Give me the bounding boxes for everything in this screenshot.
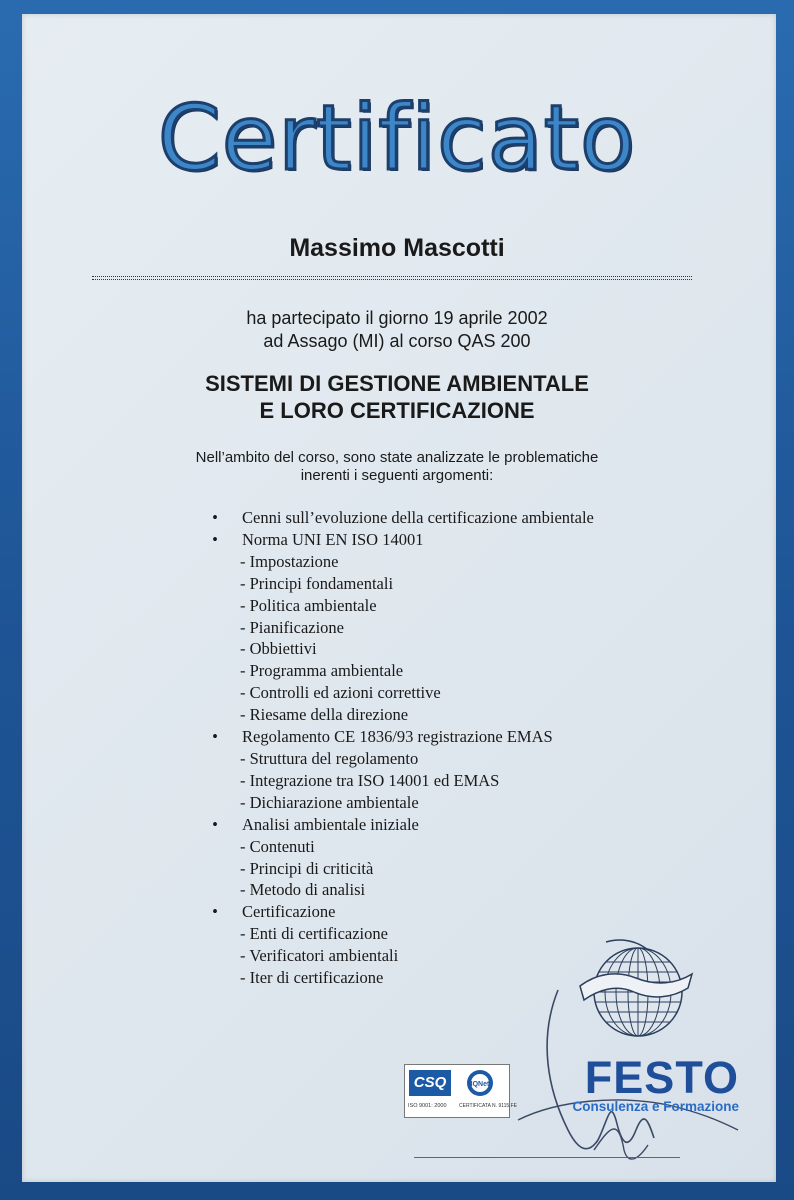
subtopic-item: - Dichiarazione ambientale: [240, 792, 419, 812]
topic-label: Regolamento CE 1836/93 registrazione EMAS: [242, 727, 553, 747]
bullet-icon: •: [212, 902, 218, 922]
festo-tagline: Consulenza e Formazione: [572, 1099, 739, 1114]
subtopic-item: - Metodo di analisi: [240, 880, 366, 900]
course-title-line-2: E LORO CERTIFICAZIONE: [259, 398, 535, 423]
topic-item: [210, 814, 594, 836]
iqnet-certificate-note: CERTIFICATA N. 9115.FE: [459, 1103, 517, 1109]
participation-date-line: ha partecipato il giorno 19 aprile 2002: [246, 308, 548, 328]
subtopic-item: - Verificatori ambientali: [240, 946, 399, 966]
participation-place-line: ad Assago (MI) al corso QAS 200: [263, 331, 531, 351]
bullet-icon: •: [212, 508, 218, 527]
subtopic-item: - Integrazione tra ISO 14001 ed EMAS: [240, 770, 500, 790]
bullet-icon: •: [212, 814, 218, 834]
topics-lead-line-2: inerenti i seguenti argomenti:: [300, 467, 494, 484]
csq-logo: CSQ: [409, 1070, 451, 1096]
participation-statement: [0, 307, 794, 353]
subtopic-item: - Impostazione: [240, 551, 339, 571]
subtopic-item: - Principi fondamentali: [240, 573, 394, 593]
topic-item: [210, 726, 594, 748]
course-title: [0, 370, 794, 424]
subtopic-item: - Contenuti: [240, 836, 315, 856]
name-underline: [92, 276, 692, 280]
csq-standard-note: ISO 9001: 2000: [408, 1103, 447, 1109]
iqnet-logo-text: IQNet: [470, 1081, 490, 1088]
subtopic-item: - Iter di certificazione: [240, 968, 384, 988]
bullet-icon: •: [212, 529, 218, 549]
course-title-line-1: SISTEMI DI GESTIONE AMBIENTALE: [205, 371, 589, 396]
subtopic-item: - Obbiettivi: [240, 639, 317, 659]
topics-lead-line-1: Nell’ambito del corso, sono state analizzate le problematiche: [195, 449, 599, 466]
topic-item: [210, 901, 594, 923]
iqnet-logo-icon: [457, 1068, 503, 1098]
topic-label: Certificazione: [242, 902, 336, 922]
footer-line: [414, 1157, 680, 1158]
subtopic-item: - Struttura del regolamento: [240, 748, 419, 768]
recipient-name: Massimo Mascotti: [289, 234, 505, 262]
subtopic-item: - Principi di criticità: [240, 858, 374, 878]
festo-logo: FESTO: [584, 1052, 739, 1103]
subtopic-item: - Enti di certificazione: [240, 924, 388, 944]
subtopic-item: - Pianificazione: [240, 617, 344, 637]
topic-item: [210, 529, 594, 551]
subtopic-item: - Riesame della direzione: [240, 705, 409, 725]
subtopic-item: - Politica ambientale: [240, 595, 377, 615]
topic-label: Norma UNI EN ISO 14001: [242, 529, 424, 549]
topics-list: [210, 507, 594, 989]
subtopic-item: - Programma ambientale: [240, 661, 404, 681]
certificate-title: Certificato: [157, 86, 637, 191]
topic-label: Cenni sull’evoluzione della certificazione ambientale: [242, 508, 594, 527]
topic-label: Analisi ambientale iniziale: [242, 814, 419, 834]
certification-badges: [404, 1064, 517, 1118]
topic-item: [210, 507, 594, 529]
subtopic-item: - Controlli ed azioni correttive: [240, 683, 441, 703]
topics-lead: [0, 449, 794, 485]
bullet-icon: •: [212, 727, 218, 747]
